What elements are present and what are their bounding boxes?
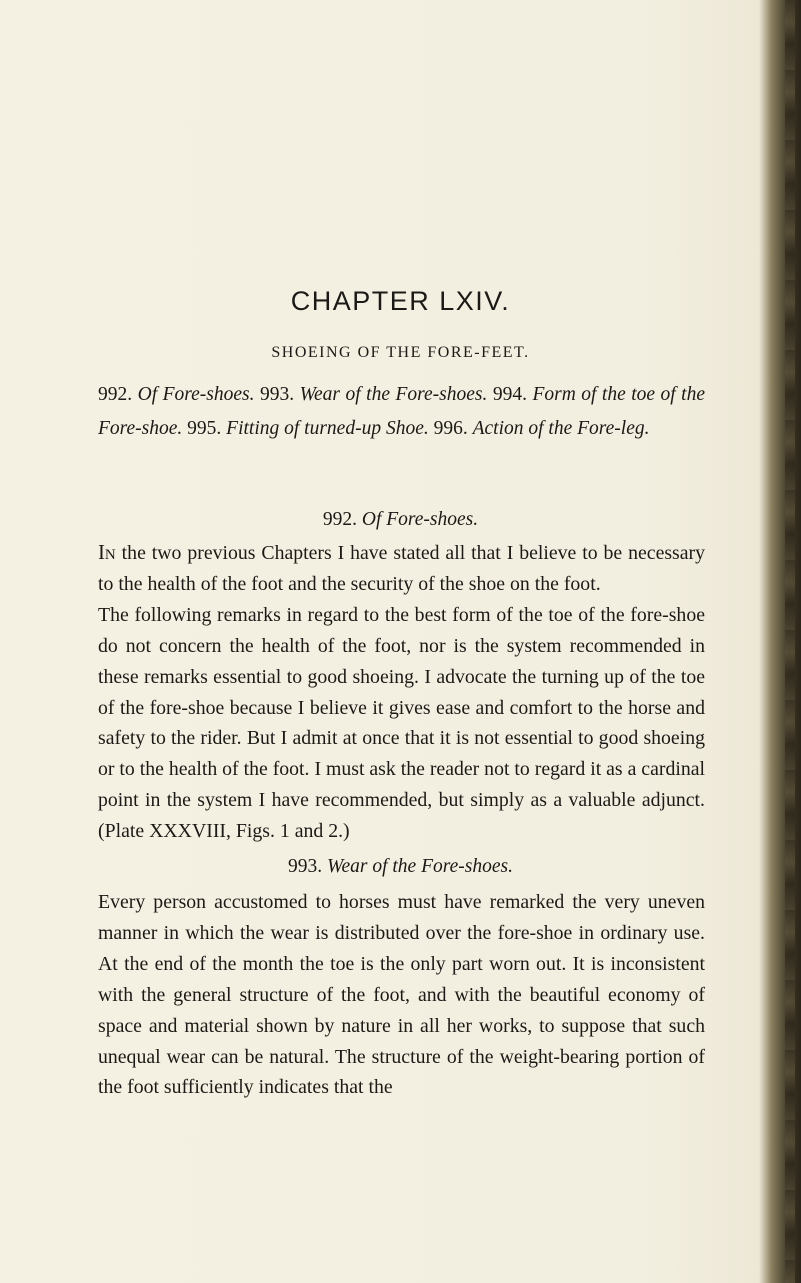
contents-num: 994.	[492, 384, 527, 405]
paragraph-text: The following remarks in regard to the best form of the toe of the fore-shoe do not concern the health of the foot, nor is the system recommended in these remarks essential to good shoeing. I advocate the turning up of the toe of the fore-shoe because I believe it gives ease and comfort to the horse and safety to the rider. But I admit at once that it is not essential to good shoeing or to the health of the foot. I must ask the reader not to regard it as a cardinal point in the system I have recommended, but simply as a valuable adjunct. (Plate XXXVIII, Figs. 1 and 2.)	[98, 603, 705, 843]
section-title: Wear of the Fore-shoes.	[327, 856, 513, 877]
section-number: 993.	[288, 856, 323, 877]
contents-title: Of Fore-shoes.	[137, 384, 255, 405]
contents-title: Fitting of turned-up Shoe.	[226, 418, 429, 439]
contents-num: 992.	[98, 384, 133, 405]
section-body	[98, 538, 705, 847]
section-heading	[0, 856, 801, 878]
paragraph	[98, 600, 705, 847]
paragraph-text: Every person accustomed to horses must have remarked the very uneven manner in which the wear is distributed over the fore-shoe in ordinary use. At the end of the month the toe is the only part worn out. It is inconsistent with the general structure of the foot, and with the beautiful economy of space and material shown by nature in all her works, to suppose that such unequal wear can be natural. The structure of the weight-bearing portion of the foot sufficiently indicates that the	[98, 891, 705, 1099]
contents-num: 993.	[259, 384, 295, 405]
chapter-subtitle: SHOEING OF THE FORE-FEET.	[271, 344, 530, 361]
contents-num: 996.	[433, 418, 468, 439]
section-number: 992.	[322, 509, 357, 530]
paragraph	[98, 887, 705, 1103]
paragraph-lead: In	[98, 541, 116, 564]
contents-num: 995.	[187, 418, 222, 439]
contents-title: Form of the toe of the Fore-shoe.	[98, 384, 706, 439]
contents-title: Action of the Fore-leg.	[472, 418, 650, 439]
binding-shadow	[785, 0, 795, 1283]
contents-title: Wear of the Fore-shoes.	[299, 384, 488, 405]
paragraph-text: the two previous Chapters I have stated all that I believe to be necessary to the health of the foot and the security of the shoe on the foot.	[98, 542, 705, 595]
section-body	[98, 887, 705, 1103]
paragraph	[98, 538, 705, 600]
section-title: Of Fore-shoes.	[361, 509, 479, 530]
chapter-contents	[98, 378, 705, 446]
chapter-title: CHAPTER LXIV.	[290, 286, 511, 316]
section-heading	[0, 509, 801, 531]
